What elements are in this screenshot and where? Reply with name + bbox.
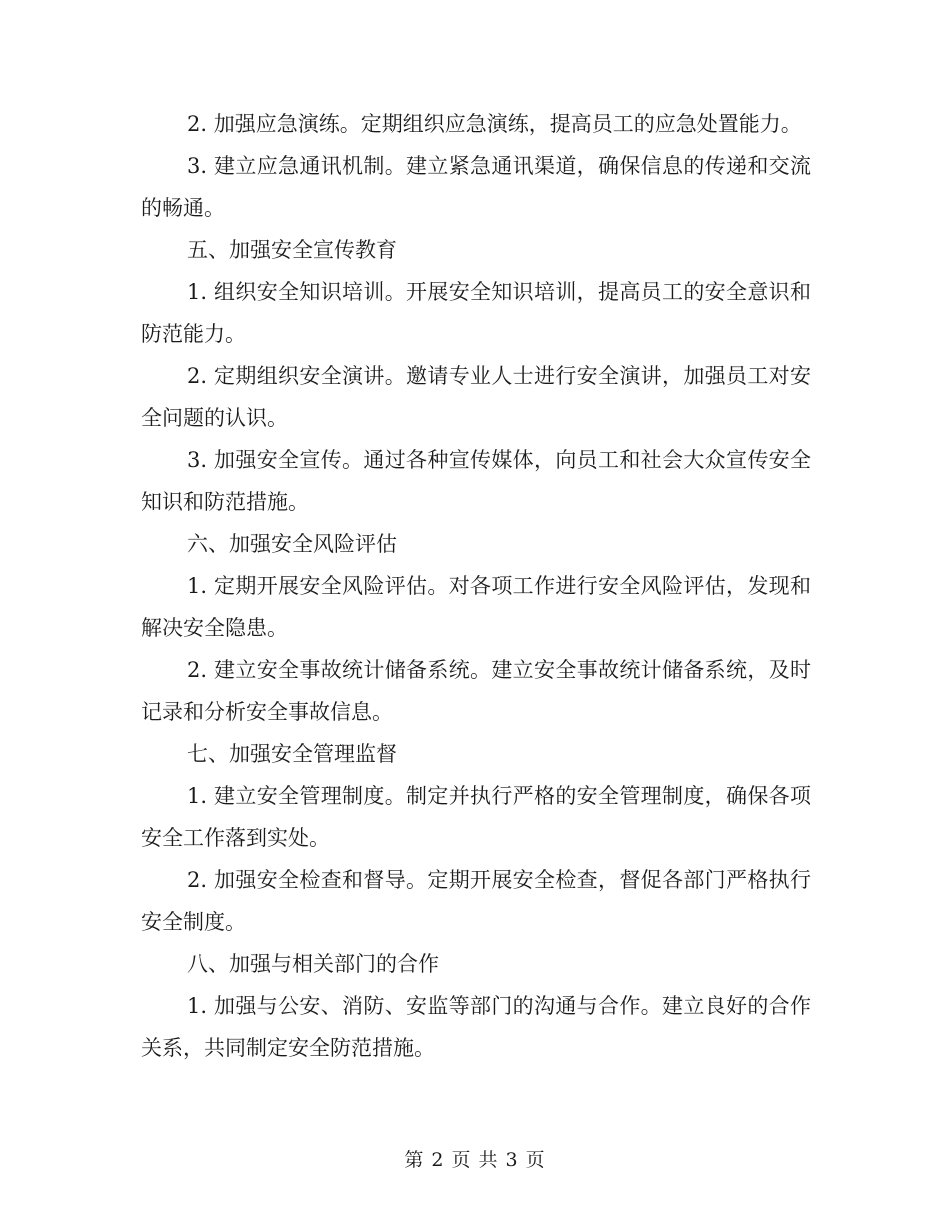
paragraph-safety-publicity: 3. 加强安全宣传。通过各种宣传媒体，向员工和社会大众宣传安全知识和防范措施。	[141, 448, 811, 514]
paragraph-safety-training: 1. 组织安全知识培训。开展安全知识培训，提高员工的安全意识和防范能力。	[141, 280, 811, 346]
page-number-footer: 第 2 页 共 3 页	[404, 1149, 546, 1171]
paragraph-risk-assessment: 1. 定期开展安全风险评估。对各项工作进行安全风险评估，发现和解决安全隐患。	[141, 574, 811, 640]
paragraph-accident-statistics: 2. 建立安全事故统计储备系统。建立安全事故统计储备系统，及时记录和分析安全事故信息。	[141, 658, 811, 724]
section-heading-6: 六、加强安全风险评估	[187, 532, 397, 556]
paragraph-safety-lecture: 2. 定期组织安全演讲。邀请专业人士进行安全演讲，加强员工对安全问题的认识。	[141, 364, 811, 430]
paragraph-department-cooperation: 1. 加强与公安、消防、安监等部门的沟通与合作。建立良好的合作关系，共同制定安全防范措施。	[141, 994, 811, 1060]
section-heading-8: 八、加强与相关部门的合作	[187, 952, 439, 976]
paragraph-safety-inspection: 2. 加强安全检查和督导。定期开展安全检查，督促各部门严格执行安全制度。	[141, 868, 811, 934]
section-heading-5: 五、加强安全宣传教育	[187, 238, 397, 262]
paragraph-emergency-communication: 3. 建立应急通讯机制。建立紧急通讯渠道，确保信息的传递和交流的畅通。	[141, 154, 811, 220]
paragraph-management-system: 1. 建立安全管理制度。制定并执行严格的安全管理制度，确保各项安全工作落到实处。	[141, 784, 811, 850]
paragraph-emergency-drill: 2. 加强应急演练。定期组织应急演练，提高员工的应急处置能力。	[187, 112, 802, 136]
section-heading-7: 七、加强安全管理监督	[187, 742, 397, 766]
document-body	[141, 103, 811, 1069]
